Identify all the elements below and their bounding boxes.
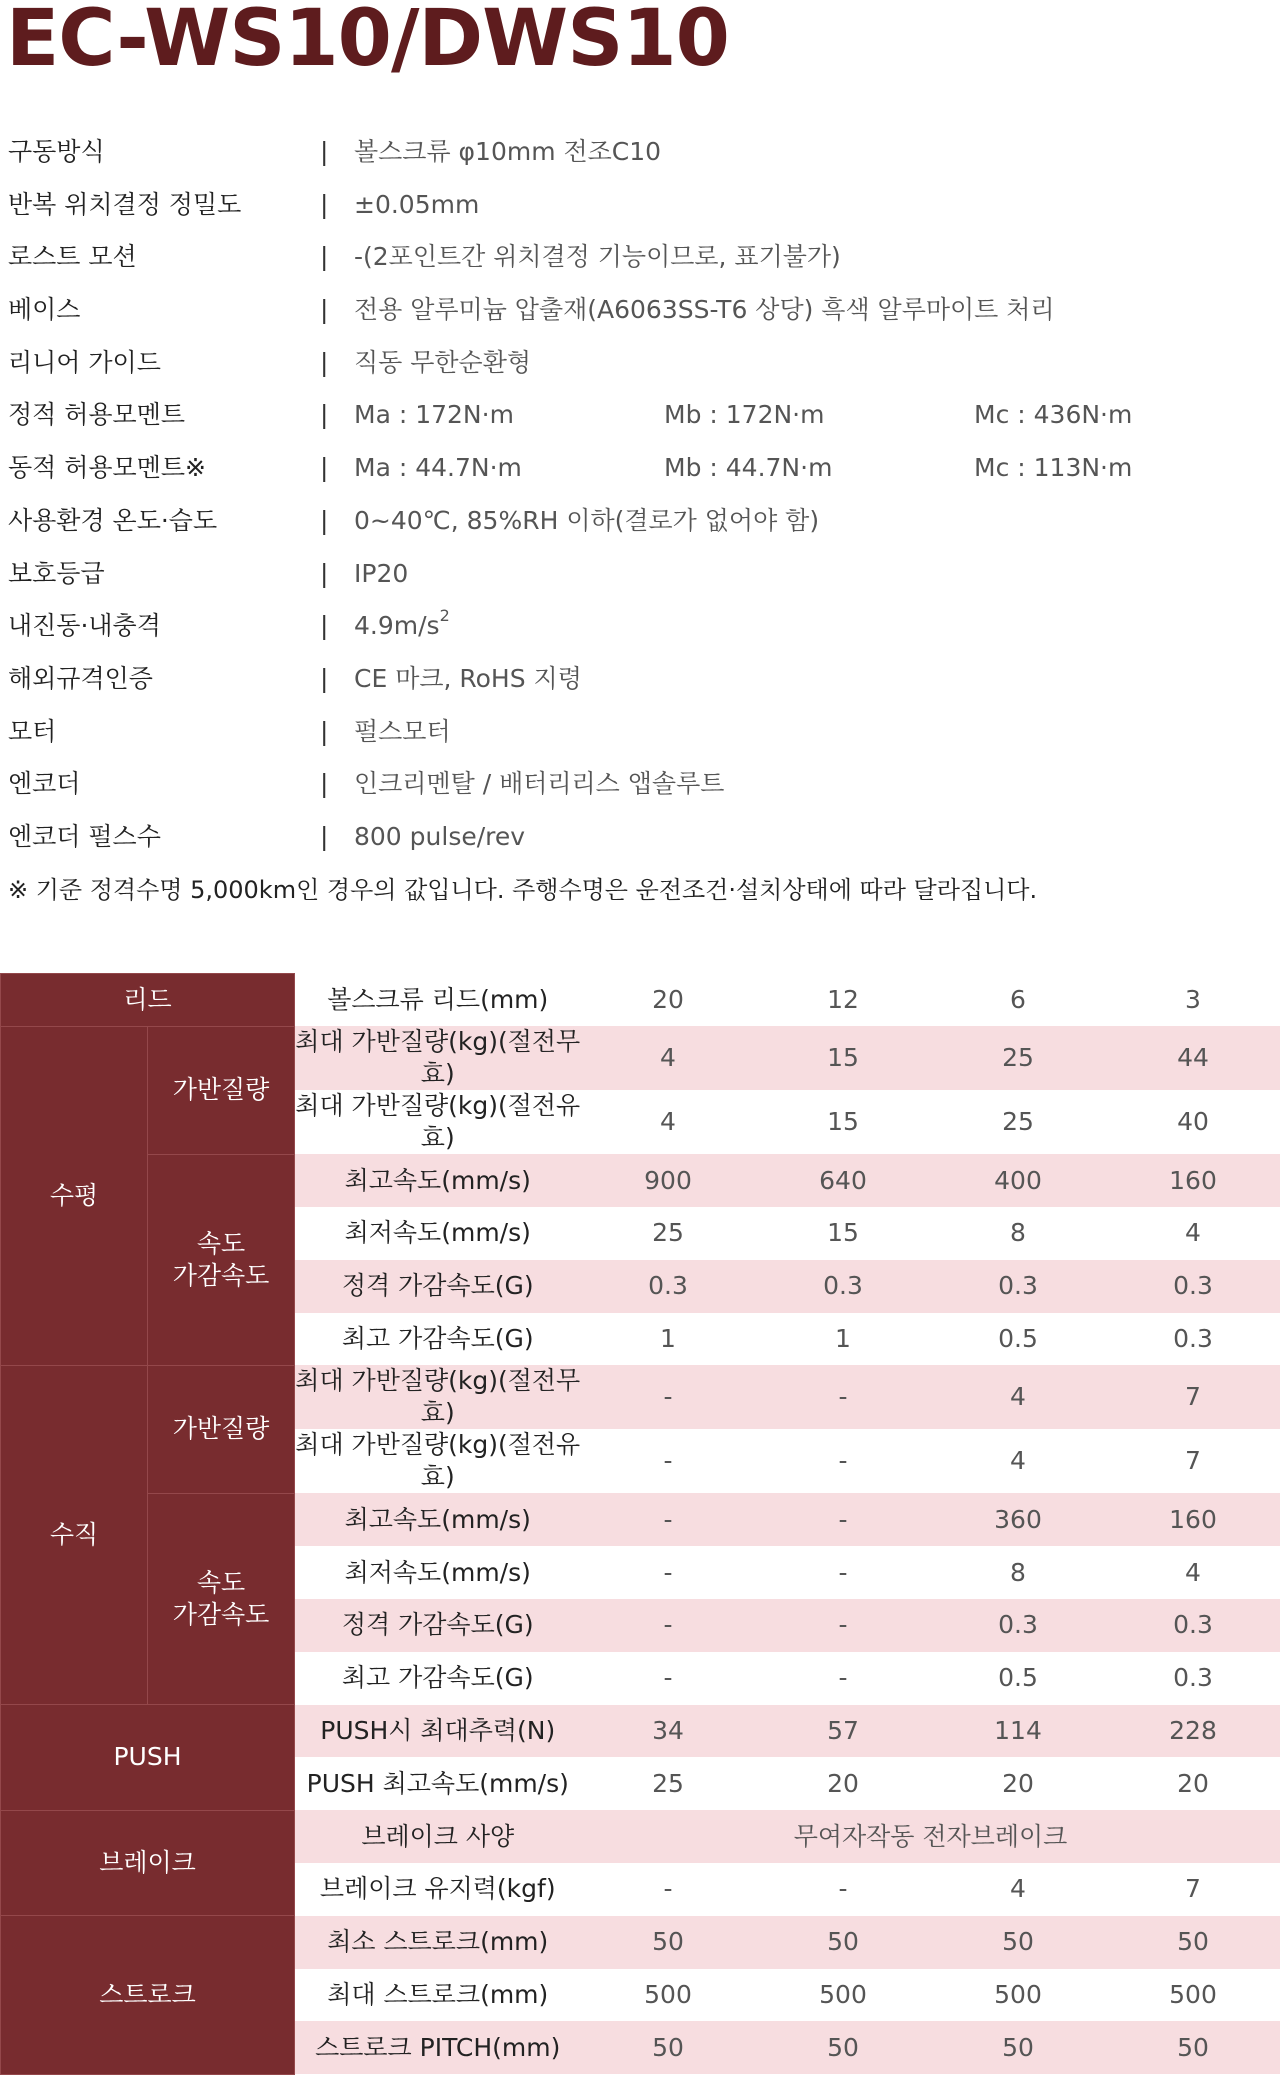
spec-separator: | [320,337,328,390]
lead-value: 12 [756,974,931,1027]
cell-value: 900 [581,1154,756,1207]
cell-value: 50 [581,1916,756,1969]
spec-separator: | [320,706,328,759]
cell-value: 7 [1106,1429,1280,1493]
cell-value: 500 [1106,1969,1280,2022]
row-item: 최소 스트로크(mm) [295,1916,581,1969]
cell-value: 1 [756,1313,931,1366]
cell-value: - [581,1429,756,1493]
group-push: PUSH [1,1705,295,1811]
spec-separator: | [320,231,328,284]
spec-label: 모터 [8,706,56,759]
group-stroke: 스트로크 [1,1916,295,2074]
cell-value: 7 [1106,1365,1280,1429]
cell-value: 7 [1106,1863,1280,1916]
spec-label: 해외규격인증 [8,653,153,706]
spec-row [8,126,1268,179]
cell-value: 160 [1106,1154,1280,1207]
spec-separator: | [320,389,328,442]
cell-value: - [581,1493,756,1546]
cell-value: - [581,1546,756,1599]
spec-value [354,600,450,653]
cell-value: - [581,1365,756,1429]
lead-value: 6 [931,974,1106,1027]
row-item: 최대 스트로크(mm) [295,1969,581,2022]
cell-value: 4 [581,1090,756,1154]
cell-value: - [756,1599,931,1652]
spec-value-mc: Mc : 436N·m [974,389,1132,442]
cell-value: 400 [931,1154,1106,1207]
cell-value: 160 [1106,1493,1280,1546]
cell-value: - [581,1599,756,1652]
cell-value: 0.3 [1106,1652,1280,1705]
spec-row [8,389,1268,442]
cell-value: 40 [1106,1090,1280,1154]
row-item: 브레이크 사양 [295,1810,581,1863]
row-item: 최고속도(mm/s) [295,1154,581,1207]
lead-value: 3 [1106,974,1280,1027]
row-item: 브레이크 유지력(kgf) [295,1863,581,1916]
cell-value: - [756,1365,931,1429]
spec-value: 0~40℃, 85%RH 이하(결로가 없어야 함) [354,495,819,548]
spec-label: 동적 허용모멘트※ [8,442,206,495]
spec-row [8,811,1268,864]
cell-value: 50 [1106,2021,1280,2074]
spec-list [8,126,1268,864]
cell-value: 4 [931,1863,1106,1916]
row-item: 최고 가감속도(G) [295,1313,581,1366]
cell-value: 50 [756,2021,931,2074]
cell-value: 15 [756,1090,931,1154]
cell-value: 15 [756,1026,931,1090]
spec-separator: | [320,600,328,653]
table-row [1,1365,1280,1429]
spec-row [8,653,1268,706]
spec-label: 엔코더 펄스수 [8,811,161,864]
spec-value-mb: Mb : 172N·m [664,389,824,442]
spec-value: 인크리멘탈 / 배터리리스 앱솔루트 [354,758,724,811]
spec-label: 구동방식 [8,126,105,179]
spec-separator: | [320,758,328,811]
cell-value: 640 [756,1154,931,1207]
table-row [1,974,1280,1027]
row-item: 정격 가감속도(G) [295,1599,581,1652]
cell-value: 500 [931,1969,1106,2022]
spec-value: CE 마크, RoHS 지령 [354,653,582,706]
table-row [1,1810,1280,1863]
cell-value: - [756,1863,931,1916]
row-item: 최저속도(mm/s) [295,1546,581,1599]
cell-value: 25 [581,1207,756,1260]
cell-value: 0.5 [931,1313,1106,1366]
spec-row [8,758,1268,811]
cell-value: 20 [1106,1757,1280,1810]
cell-value: 50 [756,1916,931,1969]
cell-value: 0.3 [1106,1260,1280,1313]
cell-value: - [581,1863,756,1916]
cell-value: 50 [931,1916,1106,1969]
row-item: PUSH시 최대추력(N) [295,1705,581,1758]
spec-value: IP20 [354,548,408,601]
spec-label: 보호등급 [8,548,105,601]
row-item: 최대 가반질량(kg)(절전유효) [295,1429,581,1493]
cell-value: 4 [931,1429,1106,1493]
subgroup-payload: 가반질량 [148,1365,295,1493]
cell-value: 0.3 [756,1260,931,1313]
superscript: 2 [440,606,450,625]
row-item: 최고 가감속도(G) [295,1652,581,1705]
spec-row [8,495,1268,548]
subgroup-payload: 가반질량 [148,1026,295,1154]
cell-value: 4 [1106,1207,1280,1260]
row-item: 최고속도(mm/s) [295,1493,581,1546]
cell-value: 57 [756,1705,931,1758]
row-item: 최대 가반질량(kg)(절전무효) [295,1026,581,1090]
spec-separator: | [320,126,328,179]
cell-value: 15 [756,1207,931,1260]
spec-value: 볼스크류 φ10mm 전조C10 [354,126,661,179]
spec-value: 800 pulse/rev [354,811,525,864]
spec-value-mb: Mb : 44.7N·m [664,442,832,495]
table-row [1,1916,1280,1969]
cell-value: 0.3 [931,1260,1106,1313]
table-row [1,1026,1280,1090]
group-brake: 브레이크 [1,1810,295,1916]
cell-value: 4 [931,1365,1106,1429]
subgroup-speed-line1: 속도 [197,1229,245,1258]
performance-table [0,973,1280,2075]
cell-value: 20 [931,1757,1106,1810]
row-item: 최저속도(mm/s) [295,1207,581,1260]
table-row [1,1705,1280,1758]
spec-label: 엔코더 [8,758,80,811]
spec-row [8,600,1268,653]
subgroup-speed-line1: 속도 [197,1568,245,1597]
spec-row [8,337,1268,390]
spec-label: 정적 허용모멘트 [8,389,185,442]
cell-value: 44 [1106,1026,1280,1090]
lead-value: 20 [581,974,756,1027]
row-item: 최대 가반질량(kg)(절전무효) [295,1365,581,1429]
spec-value: 직동 무한순환형 [354,337,531,390]
cell-value: 0.3 [581,1260,756,1313]
cell-value: 25 [931,1090,1106,1154]
cell-value: 50 [1106,1916,1280,1969]
spec-separator: | [320,179,328,232]
spec-label: 내진동·내충격 [8,600,161,653]
spec-value-ma: Ma : 44.7N·m [354,442,522,495]
cell-value: 34 [581,1705,756,1758]
cell-value: 228 [1106,1705,1280,1758]
table-row [1,1493,1280,1546]
spec-label: 베이스 [8,284,80,337]
row-item: 스트로크 PITCH(mm) [295,2021,581,2074]
cell-value: - [756,1546,931,1599]
cell-value: 0.3 [1106,1313,1280,1366]
group-horizontal: 수평 [1,1026,148,1365]
cell-value: 25 [581,1757,756,1810]
cell-value: 25 [931,1026,1106,1090]
cell-value: 4 [581,1026,756,1090]
spec-separator: | [320,284,328,337]
spec-separator: | [320,442,328,495]
cell-value: 4 [1106,1546,1280,1599]
cell-value: 20 [756,1757,931,1810]
table-row [1,1154,1280,1207]
cell-value: - [581,1652,756,1705]
spec-separator: | [320,495,328,548]
row-item: 볼스크류 리드(mm) [295,974,581,1027]
spec-row [8,548,1268,601]
spec-value-ma: Ma : 172N·m [354,389,514,442]
spec-label: 로스트 모션 [8,231,137,284]
spec-value: ±0.05mm [354,179,479,232]
cell-value: 360 [931,1493,1106,1546]
group-vertical: 수직 [1,1365,148,1704]
cell-value: 500 [756,1969,931,2022]
footnote: ※ 기준 정격수명 5,000km인 경우의 값입니다. 주행수명은 운전조건·설치상태에 따라 달라집니다. [8,870,1037,905]
cell-value: 500 [581,1969,756,2022]
cell-value: 0.3 [931,1599,1106,1652]
spec-value-text: 4.9m/s [354,611,440,640]
row-item: 최대 가반질량(kg)(절전유효) [295,1090,581,1154]
spec-label: 리니어 가이드 [8,337,161,390]
cell-value: - [756,1652,931,1705]
spec-separator: | [320,548,328,601]
cell-value: 50 [931,2021,1106,2074]
spec-separator: | [320,811,328,864]
spec-row [8,179,1268,232]
cell-value: 50 [581,2021,756,2074]
cell-value: 1 [581,1313,756,1366]
subgroup-speed [148,1154,295,1365]
cell-value: 0.3 [1106,1599,1280,1652]
cell-value: - [756,1493,931,1546]
subgroup-speed-line2: 가감속도 [173,1600,270,1629]
spec-value: 펄스모터 [354,706,451,759]
lead-header: 리드 [1,974,295,1027]
page-title: EC-WS10/DWS10 [6,0,729,84]
spec-label: 사용환경 온도·습도 [8,495,217,548]
cell-value: 8 [931,1546,1106,1599]
spec-row [8,284,1268,337]
spec-value: 전용 알루미늄 압출재(A6063SS-T6 상당) 흑색 알루마이트 처리 [354,284,1055,337]
spec-value-mc: Mc : 113N·m [974,442,1132,495]
cell-value: 0.5 [931,1652,1106,1705]
row-item: PUSH 최고속도(mm/s) [295,1757,581,1810]
subgroup-speed [148,1493,295,1704]
spec-separator: | [320,653,328,706]
cell-value: 114 [931,1705,1106,1758]
brake-spec-value: 무여자작동 전자브레이크 [581,1810,1280,1863]
row-item: 정격 가감속도(G) [295,1260,581,1313]
spec-row [8,706,1268,759]
cell-value: 8 [931,1207,1106,1260]
subgroup-speed-line2: 가감속도 [173,1261,270,1290]
spec-value: -(2포인트간 위치결정 기능이므로, 표기불가) [354,231,841,284]
spec-label: 반복 위치결정 정밀도 [8,179,241,232]
spec-row [8,231,1268,284]
spec-row [8,442,1268,495]
cell-value: - [756,1429,931,1493]
